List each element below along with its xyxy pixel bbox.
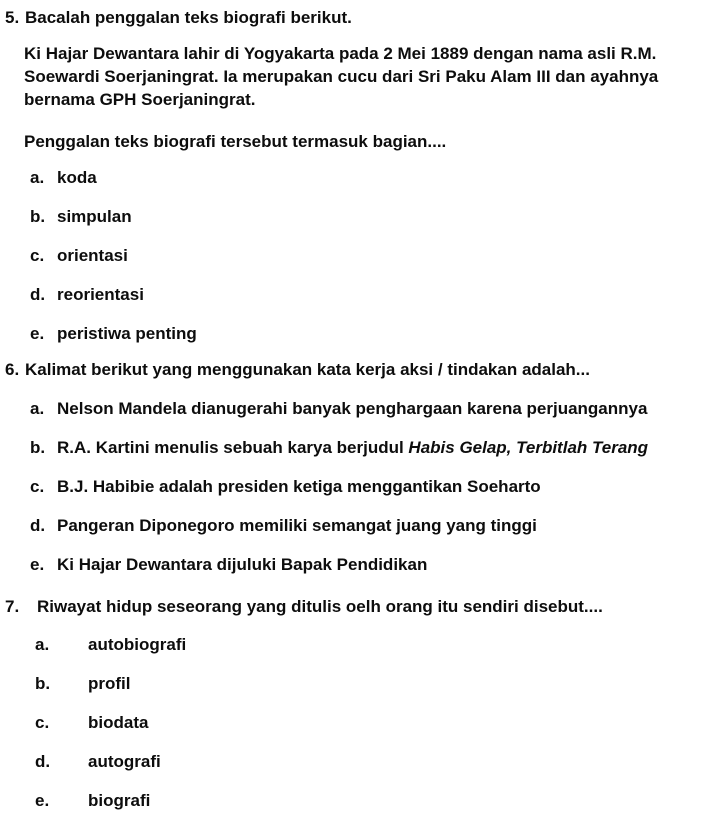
- question-prompt: Kalimat berikut yang menggunakan kata kerja aksi / tindakan adalah...: [25, 360, 590, 379]
- option-text: profil: [88, 674, 131, 693]
- option-text: Nelson Mandela dianugerahi banyak penghargaan karena perjuangannya: [57, 399, 648, 418]
- option-text: Pangeran Diponegoro memiliki semangat juang yang tinggi: [57, 516, 537, 535]
- option-item: [30, 205, 705, 228]
- option-item: [30, 436, 705, 459]
- option-letter: a.: [35, 635, 50, 654]
- option-text: biografi: [88, 791, 151, 810]
- option-text: reorientasi: [57, 285, 144, 304]
- option-text: koda: [57, 168, 97, 187]
- question-prompt: Bacalah penggalan teks biografi berikut.: [25, 8, 352, 27]
- option-letter: d.: [35, 752, 51, 771]
- option-item: [30, 244, 705, 267]
- option-item: [35, 633, 705, 656]
- options-list-q6: [30, 397, 705, 576]
- question-number: 6.: [5, 360, 20, 379]
- option-text: biodata: [88, 713, 149, 732]
- options-list-q5: [30, 166, 705, 345]
- option-letter: e.: [35, 791, 50, 810]
- option-item: [30, 514, 705, 537]
- option-letter: e.: [30, 324, 45, 343]
- question-block-5: [5, 6, 705, 345]
- option-text: autobiografi: [88, 635, 187, 654]
- question-number: 7.: [5, 597, 20, 616]
- question-5-line: [5, 6, 705, 29]
- option-letter: c.: [30, 477, 45, 496]
- option-item: [30, 283, 705, 306]
- options-list-q7: [35, 633, 705, 812]
- question-block-6: [5, 358, 705, 576]
- option-text: Ki Hajar Dewantara dijuluki Bapak Pendidikan: [57, 555, 428, 574]
- option-item: [30, 166, 705, 189]
- option-item: [35, 750, 705, 773]
- option-letter: c.: [30, 246, 45, 265]
- option-letter: a.: [30, 168, 45, 187]
- question-sub-prompt: Penggalan teks biografi tersebut termasuk bagian....: [24, 132, 447, 151]
- option-text: simpulan: [57, 207, 132, 226]
- option-letter: d.: [30, 516, 46, 535]
- question-6-line: [5, 358, 705, 381]
- option-letter: b.: [30, 438, 46, 457]
- passage-line: bernama GPH Soerjaningrat.: [24, 90, 256, 109]
- passage-line: Ki Hajar Dewantara lahir di Yogyakarta pada 2 Mei 1889 dengan nama asli R.M.: [24, 44, 657, 63]
- option-item: [30, 397, 705, 420]
- option-text: B.J. Habibie adalah presiden ketiga menggantikan Soeharto: [57, 477, 541, 496]
- option-item: [30, 475, 705, 498]
- option-letter: b.: [35, 674, 51, 693]
- option-letter: e.: [30, 555, 45, 574]
- passage-line: Soewardi Soerjaningrat. Ia merupakan cucu dari Sri Paku Alam III dan ayahnya: [24, 67, 659, 86]
- question-prompt: Riwayat hidup seseorang yang ditulis oelh orang itu sendiri disebut....: [37, 597, 603, 616]
- option-letter: a.: [30, 399, 45, 418]
- question-number: 5.: [5, 8, 20, 27]
- option-text-italic: Habis Gelap, Terbitlah Terang: [408, 438, 649, 457]
- option-text: orientasi: [57, 246, 128, 265]
- option-item: [35, 711, 705, 734]
- option-item: [35, 789, 705, 812]
- option-text: peristiwa penting: [57, 324, 197, 343]
- option-letter: b.: [30, 207, 46, 226]
- option-letter: d.: [30, 285, 46, 304]
- option-item: [30, 553, 705, 576]
- option-item: [30, 322, 705, 345]
- question-block-7: [5, 595, 705, 812]
- option-item: [35, 672, 705, 695]
- passage-text: [24, 42, 705, 111]
- question-7-line: [5, 595, 705, 618]
- option-letter: c.: [35, 713, 50, 732]
- option-text: autografi: [88, 752, 161, 771]
- option-text: R.A. Kartini menulis sebuah karya berjudul: [57, 438, 409, 457]
